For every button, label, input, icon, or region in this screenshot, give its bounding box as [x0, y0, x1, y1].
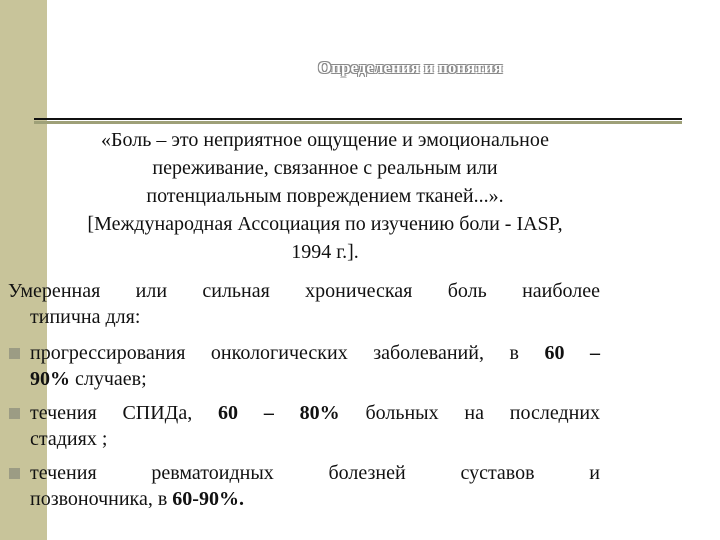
- bullet-text: позвоночника, в: [30, 488, 168, 510]
- square-bullet-icon: [9, 348, 20, 359]
- square-bullet-icon: [9, 468, 20, 479]
- intro-line: Умеренная или сильная хроническая боль наиболее: [8, 280, 600, 302]
- intro-line: типична для:: [30, 306, 141, 328]
- bullet-list: [8, 340, 600, 520]
- slide-title: Определения и понятия: [318, 58, 503, 77]
- bullet-text: случаев;: [75, 368, 147, 390]
- bullet-text: течения СПИДа,: [30, 402, 193, 424]
- bullet-highlight: 60 – 80%: [218, 402, 340, 424]
- square-bullet-icon: [9, 408, 20, 419]
- bullet-text: стадиях ;: [30, 428, 108, 450]
- bullet-highlight: 90%: [30, 368, 70, 390]
- bullet-highlight: 60 –: [544, 342, 601, 364]
- title-divider: [34, 118, 682, 120]
- bullet-text: течения ревматоидных болезней суставов и: [30, 462, 600, 484]
- pain-definition-quote: [20, 126, 630, 266]
- quote-line: переживание, связанное с реальным или: [152, 157, 498, 179]
- title-divider-accent: [34, 121, 682, 124]
- list-item: [8, 340, 600, 392]
- bullet-text: прогрессирования онкологических заболеваний, в: [30, 342, 519, 364]
- quote-line: потенциальным повреждением тканей...».: [146, 185, 504, 207]
- quote-line: [Международная Ассоциация по изучению боли - IASP,: [87, 213, 563, 235]
- bullet-highlight: 60-90%.: [172, 488, 244, 510]
- quote-line: 1994 г.].: [291, 241, 359, 263]
- quote-line: «Боль – это неприятное ощущение и эмоциональное: [101, 129, 549, 151]
- bullet-text: больных на последних: [365, 402, 601, 424]
- intro-paragraph: [8, 278, 600, 330]
- list-item: [8, 460, 600, 512]
- list-item: [8, 400, 600, 452]
